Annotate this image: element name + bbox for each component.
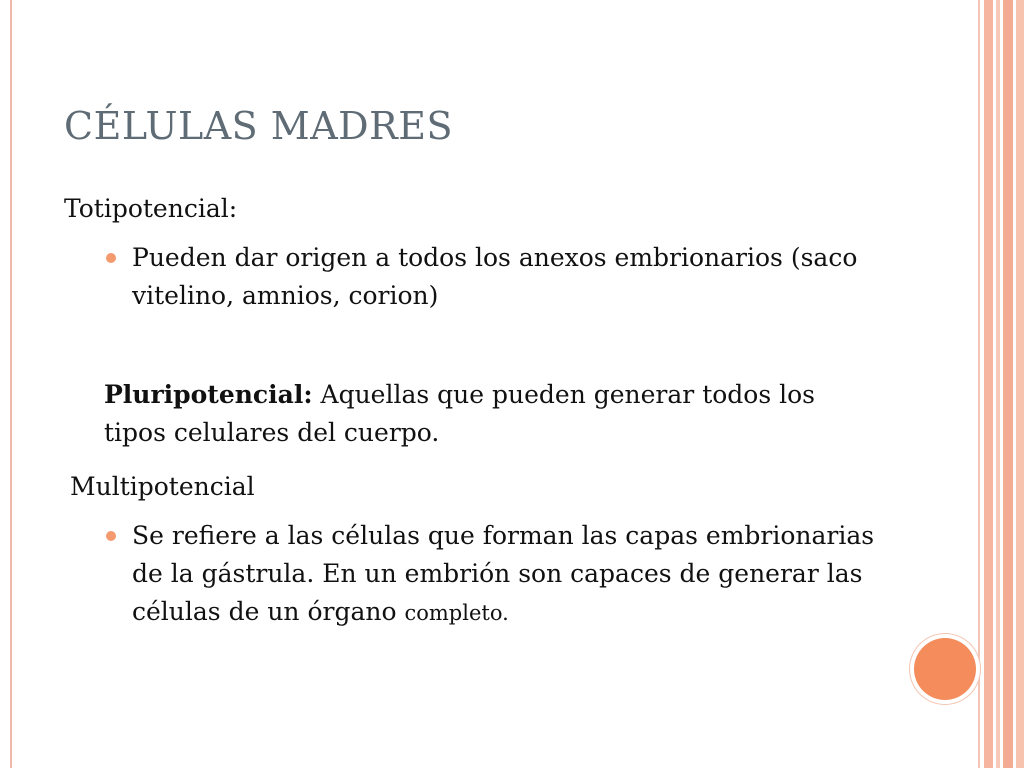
bullet-icon: [106, 531, 116, 541]
decorative-stripe: [1016, 0, 1024, 768]
decorative-stripe: [978, 0, 980, 768]
multipotencial-bullet: [132, 517, 892, 632]
decorative-stripe: [1003, 0, 1013, 768]
pluripotencial-paragraph: [104, 376, 864, 452]
multipotencial-bullet-main: Se refiere a las células que forman las capas embrionarias de la gástrula. En un embrión son capaces de generar las células de un órgano: [132, 521, 875, 626]
multipotencial-label: Multipotencial: [70, 472, 255, 501]
totipotencial-bullet: Pueden dar origen a todos los anexos embrionarios (saco vitelino, amnios, corion): [132, 243, 858, 310]
decorative-stripe: [984, 0, 993, 768]
bullet-icon: [106, 253, 116, 263]
pluripotencial-label: Pluripotencial:: [104, 380, 313, 409]
multipotencial-bullet-small: completo.: [404, 601, 509, 625]
totipotencial-label: Totipotencial:: [64, 194, 238, 223]
decorative-circle: [914, 638, 976, 700]
decorative-stripe: [996, 0, 1000, 768]
slide-title: CÉLULAS MADRES: [64, 104, 453, 148]
pluripotencial-text: Aquellas que pueden generar todos los tipos celulares del cuerpo.: [104, 380, 815, 447]
left-border-line: [10, 0, 12, 768]
